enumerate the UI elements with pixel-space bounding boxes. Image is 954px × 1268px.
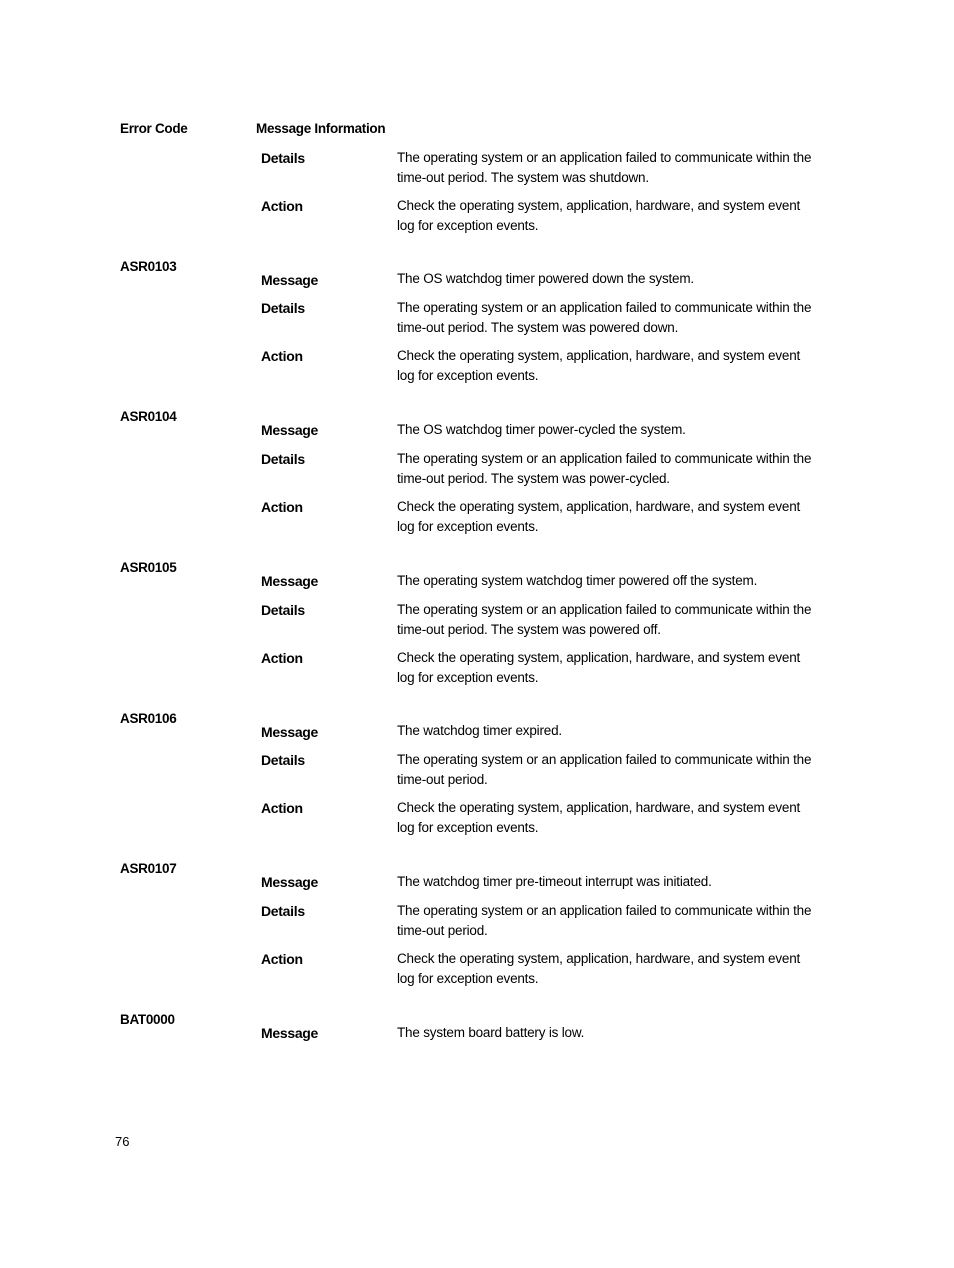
message-label: Message bbox=[261, 724, 319, 740]
error-code: ASR0107 bbox=[120, 861, 177, 876]
action-label: Action bbox=[261, 348, 303, 364]
action-label: Action bbox=[261, 650, 303, 666]
error-code: ASR0105 bbox=[120, 560, 177, 575]
message-label: Message bbox=[261, 874, 319, 890]
details-text: The operating system or an application failed to communicate within the time-out period. The system was powered off. bbox=[397, 602, 812, 637]
action-text: Check the operating system, application, hardware, and system event log for exception events. bbox=[397, 650, 801, 685]
message-text: The watchdog timer expired. bbox=[397, 723, 562, 738]
details-text: The operating system or an application failed to communicate within the time-out period. The system was powered down. bbox=[397, 300, 812, 335]
column-header-message-information: Message Information bbox=[256, 121, 386, 136]
error-code: ASR0103 bbox=[120, 259, 177, 274]
action-text: Check the operating system, application, hardware, and system event log for exception events. bbox=[397, 499, 801, 534]
details-text: The operating system or an application failed to communicate within the time-out period. bbox=[397, 752, 812, 787]
message-text: The operating system watchdog timer powered off the system. bbox=[397, 573, 758, 588]
details-label: Details bbox=[261, 150, 305, 166]
column-header-error-code: Error Code bbox=[120, 121, 188, 136]
error-code: ASR0104 bbox=[120, 409, 177, 424]
message-text: The system board battery is low. bbox=[397, 1025, 585, 1040]
details-label: Details bbox=[261, 752, 305, 768]
message-text: The OS watchdog timer power-cycled the system. bbox=[397, 422, 686, 437]
action-label: Action bbox=[261, 198, 303, 214]
details-text: The operating system or an application failed to communicate within the time-out period. bbox=[397, 903, 812, 938]
details-label: Details bbox=[261, 903, 305, 919]
details-label: Details bbox=[261, 602, 305, 618]
action-label: Action bbox=[261, 800, 303, 816]
action-text: Check the operating system, application, hardware, and system event log for exception events. bbox=[397, 951, 801, 986]
details-text: The operating system or an application failed to communicate within the time-out period. The system was power-cycled. bbox=[397, 451, 812, 486]
details-text: The operating system or an application failed to communicate within the time-out period. The system was shutdown. bbox=[397, 150, 812, 185]
details-label: Details bbox=[261, 451, 305, 467]
error-code: ASR0106 bbox=[120, 711, 177, 726]
message-label: Message bbox=[261, 422, 319, 438]
action-label: Action bbox=[261, 951, 303, 967]
message-label: Message bbox=[261, 1025, 319, 1041]
action-label: Action bbox=[261, 499, 303, 515]
message-text: The OS watchdog timer powered down the system. bbox=[397, 271, 694, 286]
details-label: Details bbox=[261, 300, 305, 316]
error-code: BAT0000 bbox=[120, 1012, 175, 1027]
page-number: 76 bbox=[115, 1134, 130, 1149]
message-text: The watchdog timer pre-timeout interrupt was initiated. bbox=[397, 874, 712, 889]
action-text: Check the operating system, application, hardware, and system event log for exception events. bbox=[397, 198, 801, 233]
message-label: Message bbox=[261, 272, 319, 288]
action-text: Check the operating system, application, hardware, and system event log for exception events. bbox=[397, 800, 801, 835]
action-text: Check the operating system, application, hardware, and system event log for exception events. bbox=[397, 348, 801, 383]
message-label: Message bbox=[261, 573, 319, 589]
